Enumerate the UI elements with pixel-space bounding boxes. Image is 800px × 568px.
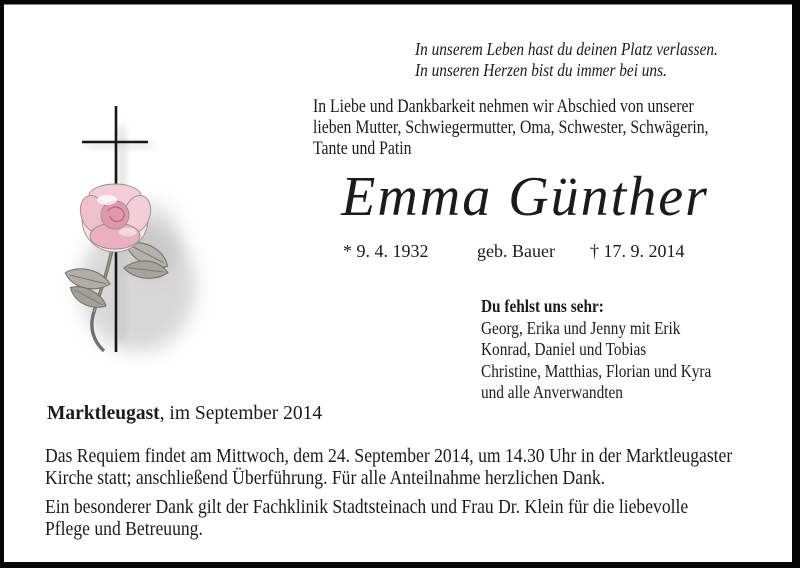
quote-line: In unserem Leben hast du deinen Platz verlassen. bbox=[415, 39, 718, 59]
city-date-line bbox=[47, 403, 322, 425]
cross-rose-image bbox=[52, 96, 222, 364]
requiem-line: Das Requiem findet am Mittwoch, dem 24. September 2014, um 14.30 Uhr in der Marktleugaster bbox=[45, 445, 733, 467]
mourners-block bbox=[481, 296, 752, 404]
death-date: † 17. 9. 2014 bbox=[590, 241, 685, 261]
farewell-heading: Du fehlst uns sehr: bbox=[481, 296, 604, 316]
requiem-paragraph bbox=[45, 446, 732, 490]
requiem-line: Kirche statt; anschließend Überführung. Für alle Anteilnahme herzlichen Dank. bbox=[45, 466, 606, 489]
mourner-line: Konrad, Daniel und Tobias bbox=[481, 339, 647, 360]
intro-paragraph bbox=[313, 97, 778, 159]
maiden-name: geb. Bauer bbox=[477, 241, 555, 261]
memorial-quote bbox=[415, 39, 771, 80]
birth-date: * 9. 4. 1932 bbox=[343, 241, 429, 261]
intro-line: In Liebe und Dankbarkeit nehmen wir Abschied von unserer bbox=[313, 97, 694, 117]
mourner-line: und alle Anverwandten bbox=[481, 382, 623, 403]
thanks-line: Pflege und Betreuung. bbox=[45, 517, 203, 540]
city-date-rest: , im September 2014 bbox=[159, 403, 323, 424]
quote-line: In unseren Herzen bist du immer bei uns. bbox=[415, 59, 667, 80]
deceased-name: Emma Günther bbox=[341, 166, 709, 228]
mourner-line: Georg, Erika und Jenny mit Erik bbox=[481, 317, 681, 338]
intro-line: lieben Mutter, Schwiegermutter, Oma, Schwester, Schwägerin, bbox=[313, 117, 709, 138]
thanks-line: Ein besonderer Dank gilt der Fachklinik Stadtsteinach und Frau Dr. Klein für die liebevolle bbox=[45, 496, 689, 518]
mourner-line: Christine, Matthias, Florian und Kyra bbox=[481, 360, 712, 381]
intro-line: Tante und Patin bbox=[313, 138, 412, 159]
thanks-paragraph bbox=[45, 497, 688, 541]
city-name: Marktleugast bbox=[47, 403, 160, 424]
